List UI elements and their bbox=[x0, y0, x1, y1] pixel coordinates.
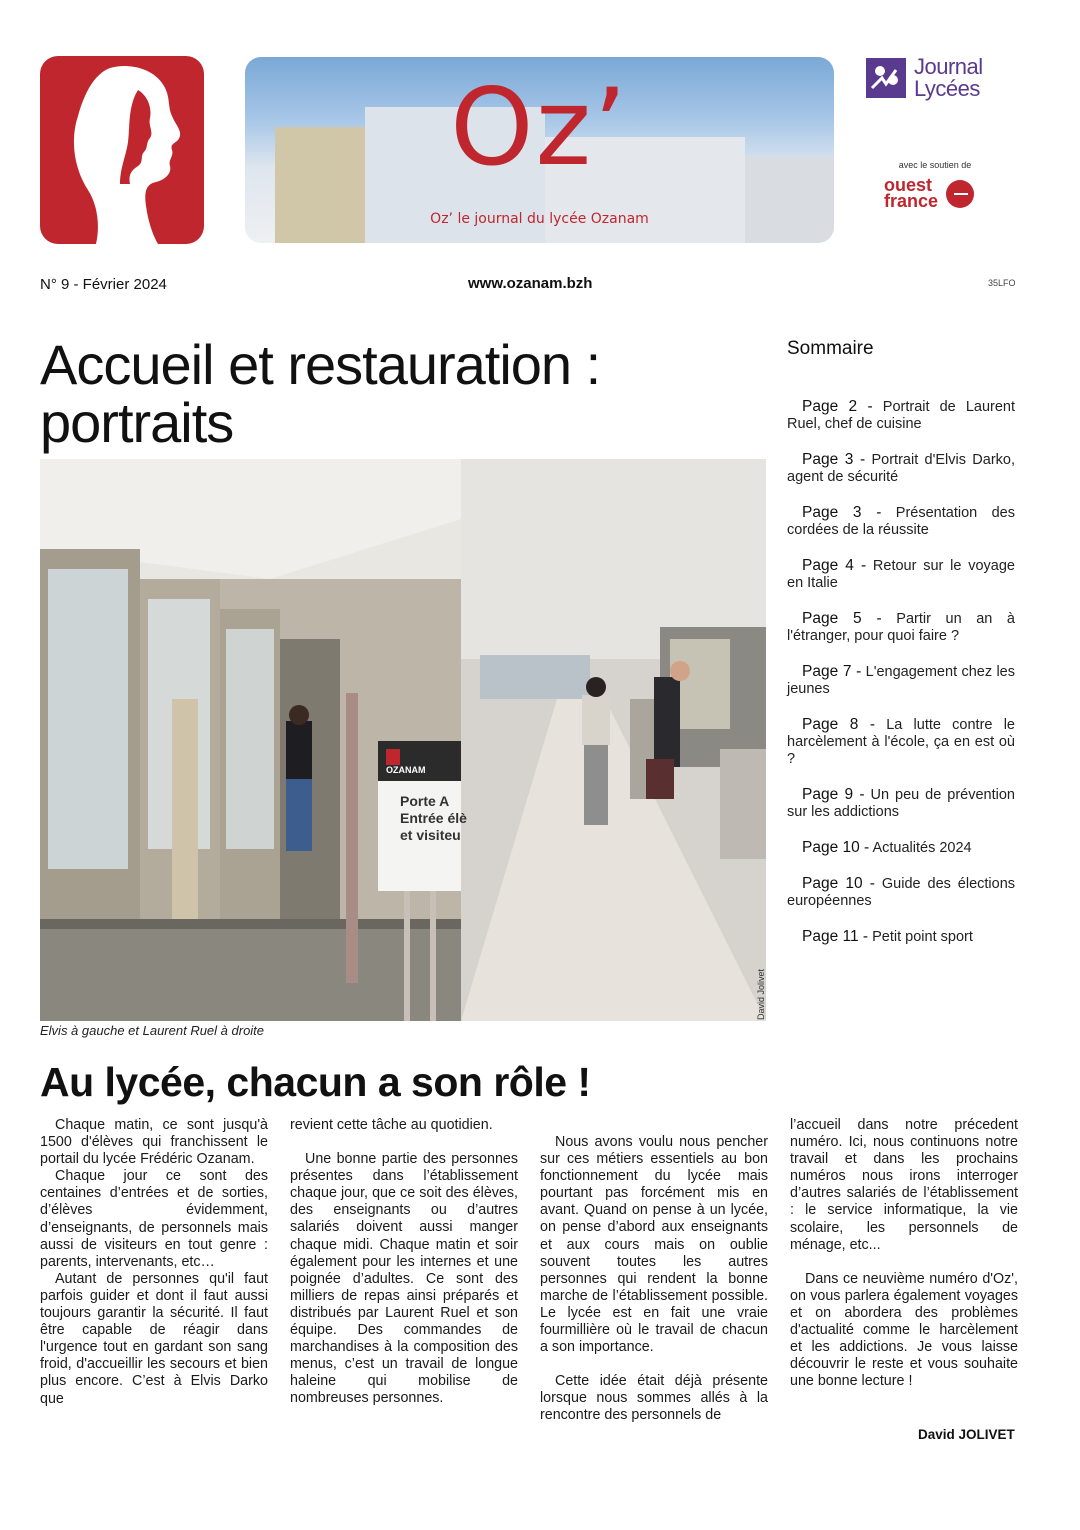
summary-page: Page 5 - bbox=[802, 610, 882, 627]
summary-item[interactable] bbox=[787, 398, 1015, 433]
summary-page: Page 3 - bbox=[802, 451, 866, 468]
summary-text: Présentation des cordées de la réussite bbox=[787, 505, 1016, 538]
article-headline: Au lycée, chacun a son rôle ! bbox=[40, 1059, 591, 1105]
summary-text: Portrait de Laurent Ruel, chef de cuisine bbox=[787, 399, 1015, 432]
headline-line1: Accueil et restauration : bbox=[40, 333, 601, 396]
paragraph: Nous avons voulu nous pencher sur ces métiers essentiels au bon fonctionnement du lycée mais pourtant pas forcément mis en avant. Quand on pense à un lycée, on pense d’abord aux enseignants et aux cours mais on oublie souvent toutes les autres personnes qui rendent la bonne marche de l’établissement possible. Le lycée est en fait une vraie fourmillière où le travail de chacun a son importance. bbox=[540, 1134, 768, 1356]
journal-title: Oz’ bbox=[450, 66, 629, 189]
summary-item[interactable] bbox=[787, 663, 1015, 698]
summary-page: Page 11 - bbox=[802, 928, 869, 945]
paragraph: Chaque matin, ce sont jusqu'à 1500 d'élèves qui franchissent le portail du lycée Frédéric Ozanam. bbox=[40, 1117, 268, 1168]
summary-text: Guide des élections européennes bbox=[787, 876, 1016, 909]
summary-item[interactable] bbox=[787, 451, 1015, 486]
summary-item[interactable] bbox=[787, 504, 1015, 539]
summary-text: Partir un an à l'étranger, pour quoi faire ? bbox=[787, 611, 1015, 644]
summary-text: La lutte contre le harcèlement à l'école, ça en est où ? bbox=[787, 717, 1015, 767]
summary-page: Page 7 - bbox=[802, 663, 862, 680]
partner-name-line2: Lycées bbox=[914, 76, 980, 101]
photo-sign-brand: OZANAM bbox=[386, 765, 426, 775]
summary-page: Page 10 - bbox=[802, 839, 870, 856]
photo-sign bbox=[400, 793, 467, 844]
article-photo bbox=[40, 459, 766, 1021]
summary-page: Page 4 - bbox=[802, 557, 867, 574]
summary-item[interactable] bbox=[787, 839, 1015, 857]
paragraph: l’accueil dans notre précedent numéro. Ici, nous continuons notre travail et dans les prochains numéros nous irons interroger d’autres salariés de l’établissement : le service informatique, la vie scolaire, les personnels de ménage, etc... bbox=[790, 1117, 1018, 1253]
summary-text: Actualités 2024 bbox=[872, 840, 972, 856]
main-headline bbox=[40, 333, 760, 454]
summary-text: Retour sur le voyage en Italie bbox=[787, 558, 1015, 591]
article-column-4 bbox=[790, 1117, 1018, 1390]
paragraph: Chaque jour ce sont des centaines d’entrées et de sorties, d’élèves évidemment, d’enseignants, de personnels mais aussi de visiteurs en tout genre : parents, intervenants, etc… bbox=[40, 1168, 268, 1270]
summary-item[interactable] bbox=[787, 928, 1015, 946]
summary-item[interactable] bbox=[787, 716, 1015, 768]
article-column-3 bbox=[540, 1134, 768, 1425]
summary-item[interactable] bbox=[787, 875, 1015, 910]
lycee-logo bbox=[40, 56, 204, 244]
paragraph: Une bonne partie des personnes présentes dans l’établissement chaque jour, que ce soit des élèves, des enseignants ou d’autres salariés doivent aussi manger chaque midi. Chaque matin et soir également pour les internes et une poignée d’adultes. Ce sont des milliers de repas ainsi préparés et distribués par Laurent Ruel et son équipe. Des commandes de marchandises à la composition des menus, c’est un travail de longue haleine qui mobilise de nombreuses personnes. bbox=[290, 1151, 518, 1407]
ouest-france-logo bbox=[884, 176, 984, 212]
headline-line2: portraits bbox=[40, 391, 234, 454]
paragraph: Autant de personnes qu'il faut parfois guider et dont il faut aussi toujours garantir la sécurité. Il faut être capable de réagir dans l'urgence tout en gardant son sang froid, d'accueillir les secours et bien plus encore. C’est à Elvis Darko que bbox=[40, 1270, 268, 1407]
summary-item[interactable] bbox=[787, 557, 1015, 592]
paragraph: Dans ce neuvième numéro d'Oz', on vous parlera également voyages et on abordera des problèmes d'actualité comme le harcèlement et les addictions. Je vous laisse découvrir le reste et vous souhaite une bonne lecture ! bbox=[790, 1270, 1018, 1390]
summary-text: L'engagement chez les jeunes bbox=[787, 664, 1015, 697]
photo-credit: David Jolivet bbox=[756, 968, 766, 1020]
summary-page: Page 8 - bbox=[802, 716, 875, 733]
summary-page: Page 10 - bbox=[802, 875, 875, 892]
summary-text: Portrait d'Elvis Darko, agent de sécurité bbox=[787, 452, 1015, 485]
sponsor-line1: ouest bbox=[884, 175, 933, 195]
article-column-1 bbox=[40, 1117, 268, 1408]
paragraph: revient cette tâche au quotidien. bbox=[290, 1117, 493, 1133]
summary-item[interactable] bbox=[787, 610, 1015, 645]
issue-number: N° 9 - Février 2024 bbox=[40, 276, 167, 293]
summary-page: Page 2 - bbox=[802, 398, 873, 415]
photo-sign-line1: Porte A bbox=[400, 793, 450, 809]
sponsor-mark-icon bbox=[946, 180, 974, 208]
sponsor-line2: france bbox=[884, 191, 939, 211]
summary-text: Un peu de prévention sur les addictions bbox=[787, 787, 1015, 820]
summary-page: Page 3 - bbox=[802, 504, 882, 521]
website-link[interactable]: www.ozanam.bzh bbox=[468, 275, 593, 292]
article-column-2 bbox=[290, 1117, 518, 1408]
article-author: David JOLIVET bbox=[918, 1427, 1015, 1442]
summary-list bbox=[787, 398, 1015, 964]
photo-sign-line3: et visiteu bbox=[400, 827, 461, 843]
journal-banner bbox=[245, 57, 834, 243]
summary-item[interactable] bbox=[787, 786, 1015, 821]
summary-title: Sommaire bbox=[787, 338, 874, 359]
photo-sign-line2: Entrée élè bbox=[400, 810, 467, 826]
support-text: avec le soutien de bbox=[898, 160, 972, 170]
journal-lycees-mark-icon bbox=[866, 58, 906, 98]
paragraph: Cette idée était déjà présente lorsque nous sommes allés à la rencontre des personnels de bbox=[540, 1373, 768, 1424]
summary-page: Page 9 - bbox=[802, 786, 865, 803]
profile-faces-icon bbox=[40, 56, 204, 244]
photo-illustration bbox=[40, 459, 766, 1021]
journal-subtitle: Oz’ le journal du lycée Ozanam bbox=[430, 211, 649, 227]
summary-text: Petit point sport bbox=[872, 929, 973, 945]
edition-code: 35LFO bbox=[988, 278, 1016, 288]
photo-caption: Elvis à gauche et Laurent Ruel à droite bbox=[40, 1023, 265, 1038]
journal-des-lycees-logo bbox=[866, 56, 1006, 102]
partner-name-line1: Journal bbox=[914, 54, 983, 79]
